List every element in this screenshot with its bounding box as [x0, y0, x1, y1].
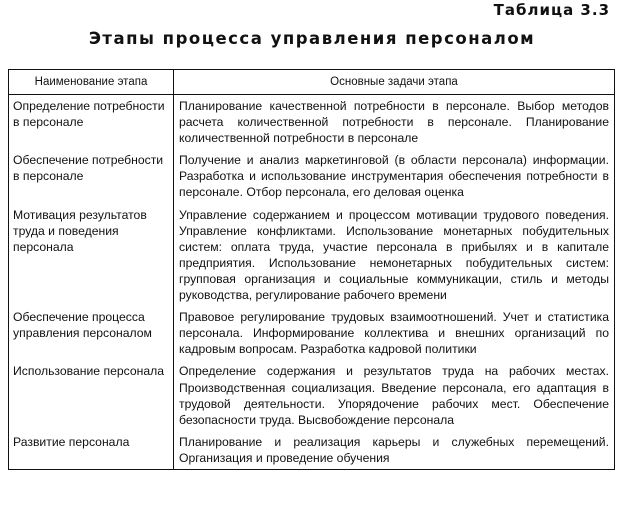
- stage-name-cell: Развитие персонала: [9, 431, 174, 470]
- stages-table: [8, 69, 615, 470]
- stage-tasks-cell: Планирование качественной потребности в персонале. Выбор методов расчета количественной потребности в персонале. Планирование количественной потребности в персонале: [174, 95, 615, 150]
- table-row: [9, 149, 615, 203]
- table-row: [9, 95, 615, 150]
- stage-name-cell: Обеспечение процесса управления персоналом: [9, 306, 174, 360]
- stage-name-cell: Использование персонала: [9, 360, 174, 430]
- table-row: [9, 431, 615, 470]
- stage-name-cell: Обеспечение потребности в персонале: [9, 149, 174, 203]
- stage-name-cell: Мотивация результатов труда и поведения персонала: [9, 204, 174, 307]
- stage-tasks-cell: Правовое регулирование трудовых взаимоотношений. Учет и статистика персонала. Информирование коллектива и внешних организаций по кадровым вопросам. Разработка кадровой политики: [174, 306, 615, 360]
- stage-tasks-cell: Планирование и реализация карьеры и служебных перемещений. Организация и проведение обучения: [174, 431, 615, 470]
- stage-tasks-cell: Получение и анализ маркетинговой (в области персонала) информации. Разработка и использование инструментария обеспечения потребности в персонале. Отбор персонала, его деловая оценка: [174, 149, 615, 203]
- stage-name-cell: Определение потребности в персонале: [9, 95, 174, 150]
- table-row: [9, 306, 615, 360]
- page-title: Этапы процесса управления персоналом: [88, 29, 536, 48]
- column-header-stage-name: Наименование этапа: [9, 70, 174, 95]
- table-row: [9, 360, 615, 430]
- stage-tasks-cell: Определение содержания и результатов труда на рабочих местах. Производственная социализация. Введение персонала, его адаптация в трудовой деятельности. Упорядочение рабочих мест. Обеспечение безопасности труда. Высвобождение персонала: [174, 360, 615, 430]
- stage-tasks-cell: Управление содержанием и процессом мотивации трудового поведения. Управление конфликтами. Использование монетарных побудительных систем: оплата труда, участие персонала в прибылях и в капитале предприятия. Использование немонетарных побудительных систем: групповая организация и социальные коммуникации, стиль и методы руководства, регулирование рабочего времени: [174, 204, 615, 307]
- table-header-row: [9, 70, 615, 95]
- table-number: Таблица 3.3: [493, 1, 610, 19]
- column-header-main-tasks: Основные задачи этапа: [174, 70, 615, 95]
- table-row: [9, 204, 615, 307]
